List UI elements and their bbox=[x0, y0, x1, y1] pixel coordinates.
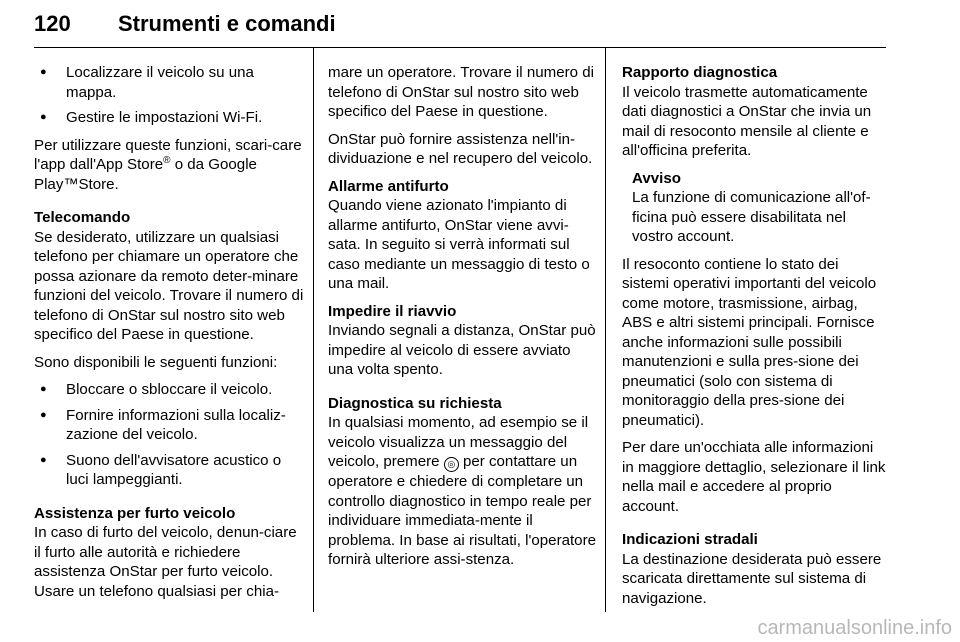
onstar-button-icon: ◎ bbox=[444, 457, 459, 472]
paragraph-diagnostica: In qualsiasi momento, ad esempio se il veicolo visualizza un messaggio del veicolo, premere ◎ per contattare un operatore e chiedere di completare un controllo diagnostico in tempo reale per individuare immediata-mente il problema. In base ai risultati, l'operatore fornirà ulteriore assi-stenza. bbox=[328, 414, 597, 568]
page-number: 120 bbox=[34, 11, 71, 36]
heading-indicazioni: Indicazioni stradali bbox=[622, 531, 758, 548]
paragraph-allarme: Quando viene azionato l'impianto di allarme antifurto, OnStar viene avvi-sata. In seguito si verrà informati sul caso mediante un messaggio di testo o una mail. bbox=[328, 197, 590, 292]
column-divider-2 bbox=[605, 48, 606, 612]
paragraph-resoconto: Il resoconto contiene lo stato dei sistemi operativi importanti del veicolo come motore, trasmissione, airbag, ABS e altri sistemi principali. Fornisce anche informazioni sulle possibili manutenzioni e sulla pres-sione dei pneumatici (solo con sistema di monitoraggio della pres-sione dei pneumatici). bbox=[622, 255, 877, 429]
note-box bbox=[622, 169, 888, 247]
watermark: carmanualsonline.info bbox=[757, 617, 952, 639]
page-header bbox=[34, 3, 886, 43]
list-item: ● Localizzare il veicolo su una mappa. bbox=[34, 63, 304, 102]
paragraph-furto: In caso di furto del veicolo, denun-ciare il furto alle autorità e richiedere assistenza OnStar per furto veicolo. Usare un telefono qualsiasi per chia- bbox=[34, 524, 297, 600]
bullet-list-app-features bbox=[34, 63, 304, 128]
heading-telecomando: Telecomando bbox=[34, 209, 131, 226]
list-item: ● Fornire informazioni sulla localiz-zazione del veicolo. bbox=[34, 406, 304, 445]
heading-riavvio: Impedire il riavvio bbox=[328, 302, 457, 320]
paragraph-continuation: mare un operatore. Trovare il numero di telefono di OnStar sul nostro sito web specifico del Paese in questione. bbox=[328, 64, 594, 120]
list-item: ● Gestire le impostazioni Wi-Fi. bbox=[34, 108, 304, 128]
column-2 bbox=[328, 63, 596, 578]
column-divider-1 bbox=[313, 48, 314, 612]
app-intro-paragraph: Per utilizzare queste funzioni, scari-care l'app dall'App Store® o da Google Play™Store. bbox=[34, 136, 302, 193]
header-rule bbox=[34, 47, 886, 48]
heading-rapporto: Rapporto diagnostica bbox=[622, 64, 778, 81]
heading-furto: Assistenza per furto veicolo bbox=[34, 504, 236, 522]
paragraph-funzioni-intro: Sono disponibili le seguenti funzioni: bbox=[34, 353, 278, 371]
paragraph-riavvio: Inviando segnali a distanza, OnStar può impedire al veicolo di essere avviato una volta spento. bbox=[328, 322, 596, 378]
paragraph-rapporto: Il veicolo trasmette automaticamente dati diagnostici a OnStar che invia un mail di resoconto mensile al cliente e all'officina preferita. bbox=[622, 83, 872, 159]
heading-diagnostica: Diagnostica su richiesta bbox=[328, 394, 502, 412]
paragraph-onstar: OnStar può fornire assistenza nell'in-dividuazione e nel recupero del veicolo. bbox=[328, 130, 593, 167]
list-item: ● Bloccare o sbloccare il veicolo. bbox=[34, 380, 304, 400]
chapter-title: Strumenti e comandi bbox=[118, 11, 336, 36]
paragraph-occhiata: Per dare un'occhiata alle informazioni in maggiore dettaglio, selezionare il link nella mail e accedere al proprio account. bbox=[622, 439, 886, 515]
paragraph-indicazioni: La destinazione desiderata può essere scaricata direttamente sul sistema di navigazione. bbox=[622, 550, 882, 607]
heading-allarme: Allarme antifurto bbox=[328, 177, 449, 195]
list-item: ● Suono dell'avvisatore acustico o luci lampeggianti. bbox=[34, 451, 304, 490]
column-1 bbox=[34, 63, 304, 609]
note-text: La funzione di comunicazione all'of-ficina può essere disabilitata nel vostro account. bbox=[632, 189, 871, 245]
paragraph-telecomando: Se desiderato, utilizzare un qualsiasi telefono per chiamare un operatore che possa azionare da remoto deter-minare funzioni del veicolo. Trovare il numero di telefono di OnStar sul nostro sito web specifico del Paese in questione. bbox=[34, 228, 304, 343]
bullet-list-functions bbox=[34, 380, 304, 490]
column-3 bbox=[622, 63, 888, 616]
note-title: Avviso bbox=[632, 169, 681, 187]
